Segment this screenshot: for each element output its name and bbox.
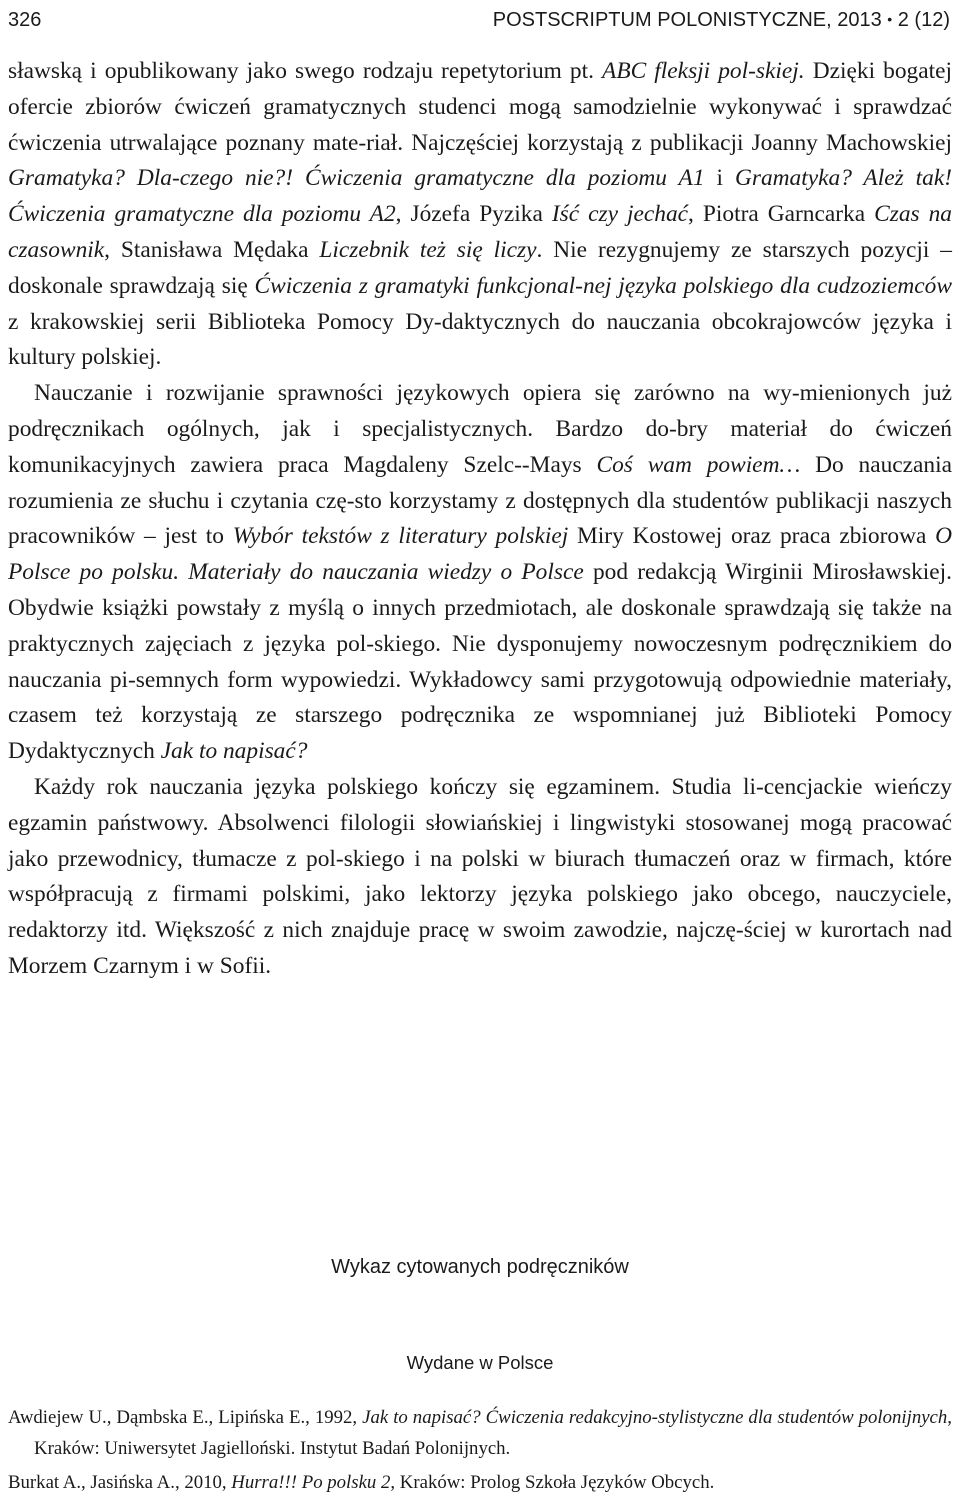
- text-run: , Stanisława Mędaka: [104, 236, 320, 263]
- text-run: Do nauczania rozumienia ze słuchu i czytania czę-sto korzystamy z dostępnych dla studentów publikacji naszych pracowników – jest to: [8, 451, 952, 550]
- references-subheading: Wydane w Polsce: [406, 1352, 554, 1373]
- italic-text: Ćwiczenia z gramatyki funkcjonal-nej języka polskiego dla cudzoziemców: [254, 272, 952, 299]
- text-run: , Józefa Pyzika: [395, 201, 552, 228]
- italic-text: Hurra!!! Po polsku 2: [231, 1472, 391, 1493]
- paragraph: [8, 54, 952, 376]
- text-run: Dzięki bogatej ofercie zbiorów ćwiczeń gramatycznych studenci mogą samodzielnie wykonywać i sprawdzać ćwiczenia utrwalające poznany mate-riał. Najczęściej korzystają z publikacji Joanny Machowskiej: [8, 58, 952, 156]
- text-run: i: [704, 165, 735, 192]
- text-run: Nauczanie i rozwijanie sprawności językowych opiera się zarówno na wy-mienionych już podręcznikach ogólnych, jak i specjalistycznych. Bardzo do-bry materiał do ćwiczeń komunikacyjnych zawiera praca Magdaleny Szelc--Mays: [8, 380, 952, 478]
- italic-text: Iść czy jechać: [551, 201, 689, 228]
- text-run: sławską i opublikowany jako swego rodzaju repetytorium pt.: [8, 58, 603, 84]
- text-run: z krakowskiej serii Biblioteka Pomocy Dy-daktycznych do nauczania obcokrajowców języka i kultury polskiej.: [8, 308, 952, 371]
- italic-text: Jak to napisać?: [160, 738, 308, 765]
- reference-entry: [8, 1402, 952, 1464]
- running-head: [493, 9, 950, 32]
- italic-text: Coś wam powiem…: [596, 451, 801, 478]
- text-run: , Kraków: Prolog Szkoła Języków Obcych.: [390, 1472, 715, 1493]
- text-run: pod redakcją Wirginii Mirosławskiej. Obydwie książki powstały z myślą o innych przedmiotach, ale doskonale sprawdzają się także na praktycznych zajęciach z języka pol-skiego. Nie dysponujemy nowoczesnym podręcznikiem do nauczania pi-semnych form wypowiedzi. Wykładowcy sami przygotowują odpowiednie materiały, czasem też korzystają ze starszego podręcznika ze wspomnianej już Biblioteki Pomocy Dydaktycznych: [8, 559, 952, 765]
- journal-issue: 2 (12): [897, 9, 950, 31]
- references-list: [8, 1402, 952, 1501]
- bullet-separator: •: [887, 11, 893, 27]
- references-heading: Wykaz cytowanych podręczników: [331, 1256, 629, 1278]
- text-run: Każdy rok nauczania języka polskiego kończy się egzaminem. Studia li-cencjackie wieńczy egzamin państwowy. Absolwenci filologii słowiańskiej i lingwistyki stosowanej mogą pracować jako przewodnicy, tłumacze z pol-skiego i na polski w biurach tłumaczeń oraz w firmach, które współpracują z firmami polskimi, jako lektorzy języka polskiego jako obcego, nauczyciele, redaktorzy itd. Większość z nich znajduje pracę w swoim zawodzie, najczę-ściej w kurortach nad Morzem Czarnym i w Sofii.: [8, 773, 952, 979]
- italic-text: Liczebnik też się liczy: [319, 236, 537, 263]
- text-run: . Nie rezygnujemy ze starszych pozycji – doskonale sprawdzają się: [8, 236, 952, 299]
- italic-text: Wybór tekstów z literatury polskiej: [232, 523, 569, 550]
- italic-text: Gramatyka? Ależ tak! Ćwiczenia gramatyczne dla poziomu A2: [8, 165, 953, 228]
- body-text: [8, 54, 952, 985]
- text-run: Awdiejew U., Dąmbska E., Lipińska E., 1992,: [8, 1407, 363, 1428]
- reference-entry: [8, 1467, 952, 1498]
- italic-text: Czas na czasownik: [8, 201, 952, 263]
- paragraph: [8, 770, 952, 985]
- text-run: Burkat A., Jasińska A., 2010,: [8, 1472, 232, 1493]
- italic-text: Jak to napisać? Ćwiczenia redakcyjno-stylistyczne dla studentów polonijnych: [362, 1407, 948, 1428]
- journal-title: POSTSCRIPTUM POLONISTYCZNE, 2013: [492, 9, 882, 31]
- text-run: , Piotra Garncarka: [688, 201, 875, 228]
- text-run: Miry Kostowej oraz praca zbiorowa: [568, 523, 936, 550]
- italic-text: ABC fleksji pol-skiej.: [602, 58, 805, 84]
- text-run: , Kraków: Uniwersytet Jagielloński. Instytut Badań Polonijnych.: [34, 1407, 952, 1459]
- italic-text: Gramatyka? Dla-czego nie?! Ćwiczenia gramatyczne dla poziomu A1: [8, 165, 705, 192]
- page-number: 326: [8, 9, 42, 31]
- paragraph: [8, 376, 952, 770]
- italic-text: O Polsce po polsku. Materiały do nauczania wiedzy o Polsce: [8, 523, 953, 586]
- page-header: [8, 0, 950, 44]
